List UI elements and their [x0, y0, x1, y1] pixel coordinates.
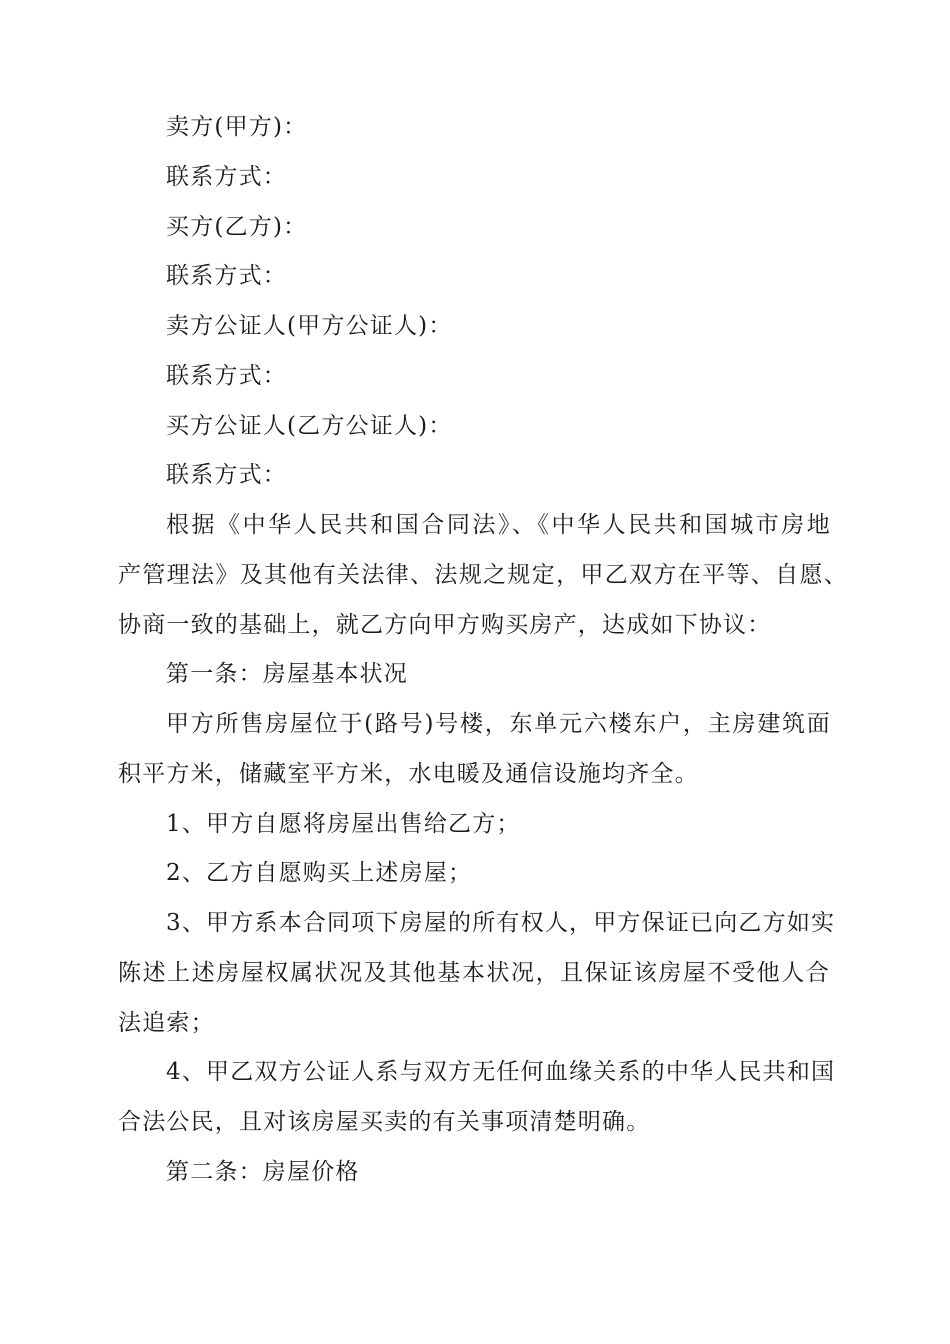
seller-contact-label: 联系方式： [166, 164, 287, 190]
clause-3-line-3: 法追索； [118, 1010, 215, 1036]
clause-4-line-1: 4、甲乙双方公证人系与双方无任何血缘关系的中华人民共和国 [166, 1059, 836, 1085]
buyer-notary-label: 买方公证人(乙方公证人)： [166, 413, 453, 439]
seller-label: 卖方(甲方)： [166, 114, 308, 140]
seller-notary-label: 卖方公证人(甲方公证人)： [166, 313, 453, 339]
article-2-heading: 第二条：房屋价格 [166, 1159, 360, 1185]
article-1-text-line-1: 甲方所售房屋位于(路号)号楼，东单元六楼东户，主房建筑面 [166, 711, 831, 737]
clause-2: 2、乙方自愿购买上述房屋； [166, 860, 473, 886]
article-1-heading: 第一条：房屋基本状况 [166, 661, 408, 687]
seller-notary-contact-label: 联系方式： [166, 363, 287, 389]
buyer-label: 买方(乙方)： [166, 214, 308, 240]
buyer-notary-contact-label: 联系方式： [166, 462, 287, 488]
clause-4-line-2: 合法公民，且对该房屋买卖的有关事项清楚明确。 [118, 1109, 651, 1135]
clause-3-line-2: 陈述上述房屋权属状况及其他基本状况，且保证该房屋不受他人合 [118, 960, 830, 986]
preamble-line-3: 协商一致的基础上，就乙方向甲方购买房产，达成如下协议： [118, 612, 772, 638]
clause-3-line-1: 3、甲方系本合同项下房屋的所有权人，甲方保证已向乙方如实 [166, 910, 836, 936]
clause-1: 1、甲方自愿将房屋出售给乙方； [166, 811, 521, 837]
preamble-line-1: 根据《中华人民共和国合同法》、《中华人民共和国城市房地 [166, 512, 831, 538]
preamble-line-2: 产管理法》及其他有关法律、法规之规定，甲乙双方在平等、自愿、 [118, 562, 848, 588]
buyer-contact-label: 联系方式： [166, 263, 287, 289]
article-1-text-line-2: 积平方米，储藏室平方米，水电暖及通信设施均齐全。 [118, 761, 699, 787]
